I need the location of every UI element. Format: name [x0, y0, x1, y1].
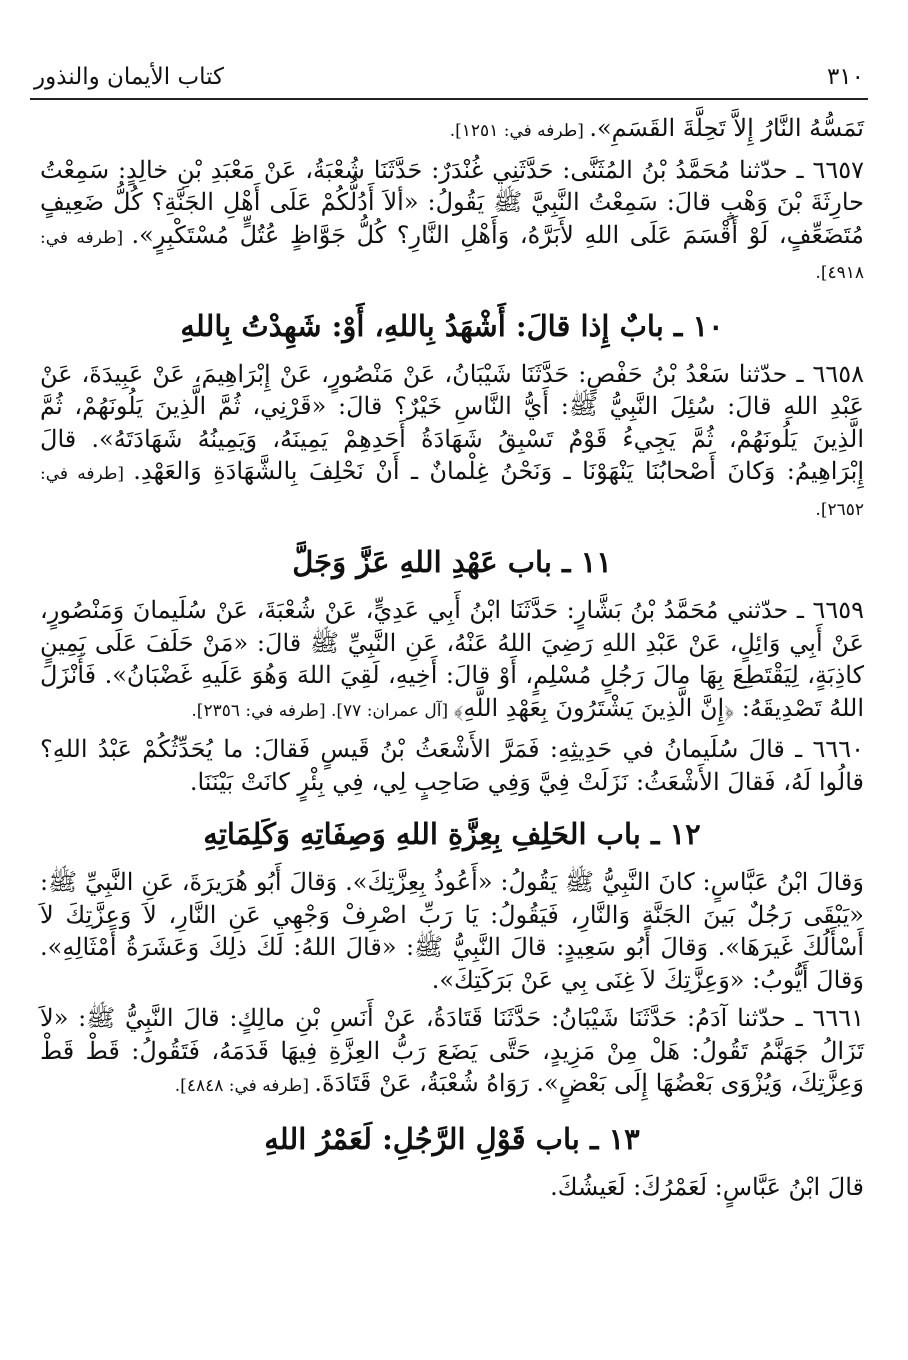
hadith-6656-end: تَمَسُّهُ النَّارُ إِلاَّ تَحِلَّةَ القَسَمِ». [طرفه في: ١٢٥١].	[449, 114, 864, 142]
cross-reference: [آل عمران: ٧٧]. [طرفه في: ٢٣٥٦].	[191, 700, 454, 721]
hadith-6657: ٦٦٥٧ ـ حدّثنا مُحَمَّدُ بْنُ المُثَنَّى: حَدَّثَنِي غُنْدَرٌ: حَدَّثَنَا شُعْبَةُ، عَنْ مَعْبَدِ بْنِ خالِدٍ: سَمِعْتُ حارِثَةَ بْنَ وَهْبٍ قالَ: سَمِعْتُ النَّبِيَّ ﷺ يَقُولُ: «ألاَ أَدُلُّكُمْ عَلَى أَهْلِ الجَنَّةِ؟ كُلُّ ضَعِيفٍ مُتَضَعِّفٍ، لَوْ أَقْسَمَ عَلَى اللهِ لأَبَرَّهُ، وَأَهْلِ النَّارِ؟ كُلُّ جَوَّاظٍ عُتُلٍّ مُسْتَكْبِرٍ». [طرفه في: ٤٩١٨].	[40, 155, 864, 283]
chapter-heading-12: ١٢ ـ باب الحَلِفِ بِعِزَّةِ اللهِ وَصِفَاتِهِ وَكَلِمَاتِهِ	[203, 817, 701, 851]
chapter-heading-13: ١٣ ـ باب قَوْلِ الرَّجُلِ: لَعَمْرُ اللهِ	[264, 1121, 640, 1156]
hadith-6660: ٦٦٦٠ ـ قالَ سُلَيمانُ في حَدِيثِهِ: فَمَرَّ الأَشْعَثُ بْنُ قَيسٍ فَقالَ: ما يُحَدِّثُكُمْ عَبْدُ اللهِ؟ قالُوا لَهُ، فَقالَ الأَشْعَثُ: نَزَلَتْ فِيَّ وَفِي صَاحِبٍ لِي، فِي بِئْرٍ كانَتْ بَيْنَنَا.	[40, 735, 864, 796]
cross-reference: [طرفه في: ٤٨٤٨].	[174, 1076, 315, 1096]
page-number: ٣١٠	[826, 64, 864, 90]
cross-reference: [طرفه في: ١٢٥١].	[449, 121, 590, 141]
chapter-heading-11: ١١ ـ باب عَهْدِ اللهِ عَزَّ وَجَلَّ	[292, 545, 612, 579]
page-body	[40, 112, 864, 1209]
chapter-heading-10: ١٠ ـ بابٌ إِذا قالَ: أَشْهَدُ بِاللهِ، أَوْ: شَهِدْتُ بِاللهِ	[180, 308, 724, 343]
book-title: كتاب الأيمان والنذور	[34, 64, 225, 90]
cross-reference: [طرفه في: ٢٦٥٢].	[40, 464, 864, 520]
hadith-6659: ٦٦٥٩ ـ حدّثني مُحَمَّدُ بْنُ بَشَّارٍ: حَدَّثَنَا ابْنُ أَبِي عَدِيٍّ، عَنْ شُعْبَةَ، عَنْ سُلَيمانَ وَمَنْصُورٍ، عَنْ أَبِي وَائِلٍ، عَنْ عَبْدِ اللهِ رَضِيَ اللهُ عَنْهُ، عَنِ النَّبِيِّ ﷺ قالَ: «مَنْ حَلَفَ عَلَى يَمِينٍ كاذِبَةٍ، لِيَقْتَطِعَ بِهَا مالَ رَجُلٍ مُسْلِمٍ، أَوْ قالَ: أَخِيهِ، لَقِيَ اللهَ وَهُوَ عَلَيهِ غَضْبَانُ». فَأَنْزَلَ اللهُ تَصْدِيقَهُ: ﴿إِنَّ الَّذِينَ يَشْتَرُونَ بِعَهْدِ اللَّهِ﴾ [آل عمران: ٧٧]. [طرفه في: ٢٣٥٦].	[40, 596, 864, 722]
chapter-13-intro: قالَ ابْنُ عَبَّاسٍ: لَعَمْرُكَ: لَعَيشُكَ.	[550, 1172, 864, 1201]
hadith-6658: ٦٦٥٨ ـ حدّثنا سَعْدُ بْنُ حَفْصٍ: حَدَّثَنَا شَيْبَانُ، عَنْ مَنْصُورٍ، عَنْ إِبْرَاهِيمَ، عَنْ عَبِيدَةَ، عَنْ عَبْدِ اللهِ قالَ: سُئِلَ النَّبِيُّ ﷺ: أَيُّ النَّاسِ خَيْرٌ؟ قالَ: «قَرْنِي، ثُمَّ الَّذِينَ يَلُونَهُمْ، ثُمَّ الَّذِينَ يَلُونَهُمْ، ثُمَّ يَجِيءُ قَوْمٌ تَسْبِقُ شَهَادَةُ أَحَدِهِمْ يَمِينَهُ، وَيَمِينُهُ شَهَادَتَهُ». قالَ إِبْرَاهِيمُ: وَكانَ أَصْحابُنَا يَنْهَوْنَا ـ وَنَحْنُ غِلْمانٌ ـ أَنْ نَحْلِفَ بِالشَّهَادَةِ وَالعَهْدِ. [طرفه في: ٢٦٥٢].	[40, 359, 865, 520]
hadith-6661: ٦٦٦١ ـ حدّثنا آدَمُ: حَدَّثَنَا شَيْبَانُ: حَدَّثَنَا قَتَادَةُ، عَنْ أَنَسِ بْنِ مالِكٍ: قالَ النَّبِيُّ ﷺ: «لاَ تَزَالُ جَهَنَّمُ تَقُولُ: هَلْ مِنْ مَزِيدٍ، حَتَّى يَضَعَ رَبُّ العِزَّةِ فِيهَا قَدَمَهُ، فَتَقُولُ: قَطْ قَطْ وَعِزَّتِكَ، وَيُزْوَى بَعْضُهَا إِلَى بَعْضٍ». رَوَاهُ شُعْبَةُ، عَنْ قَتَادَةَ. [طرفه في: ٤٨٤٨].	[40, 1004, 864, 1097]
cross-reference: [طرفه في: ٤٩١٨].	[40, 227, 864, 283]
header-rule	[30, 98, 868, 100]
running-head	[34, 62, 864, 92]
chapter-12-intro: وَقالَ ابْنُ عَبَّاسٍ: كانَ النَّبِيُّ ﷺ يَقُولُ: «أَعُوذُ بِعِزَّتِكَ». وَقالَ أَبُو هُرَيرَةَ، عَنِ النَّبِيِّ ﷺ: «يَبْقَى رَجُلٌ بَينَ الجَنَّةِ وَالنَّارِ، فَيَقُولُ: يَا رَبِّ اصْرِفْ وَجْهِي عَنِ النَّارِ، لاَ وَعِزَّتِكَ لاَ أَسْأَلُكَ غَيرَهَا». وَقالَ أَبُو سَعِيدٍ: قالَ النَّبِيُّ ﷺ: «قالَ اللهُ: لَكَ ذلِكَ وَعَشَرَةُ أَمْثَالِهِ». وَقالَ أَيُّوبُ: «وَعِزَّتِكَ لاَ غِنَى بِي عَنْ بَرَكَتِكَ».	[40, 868, 864, 994]
